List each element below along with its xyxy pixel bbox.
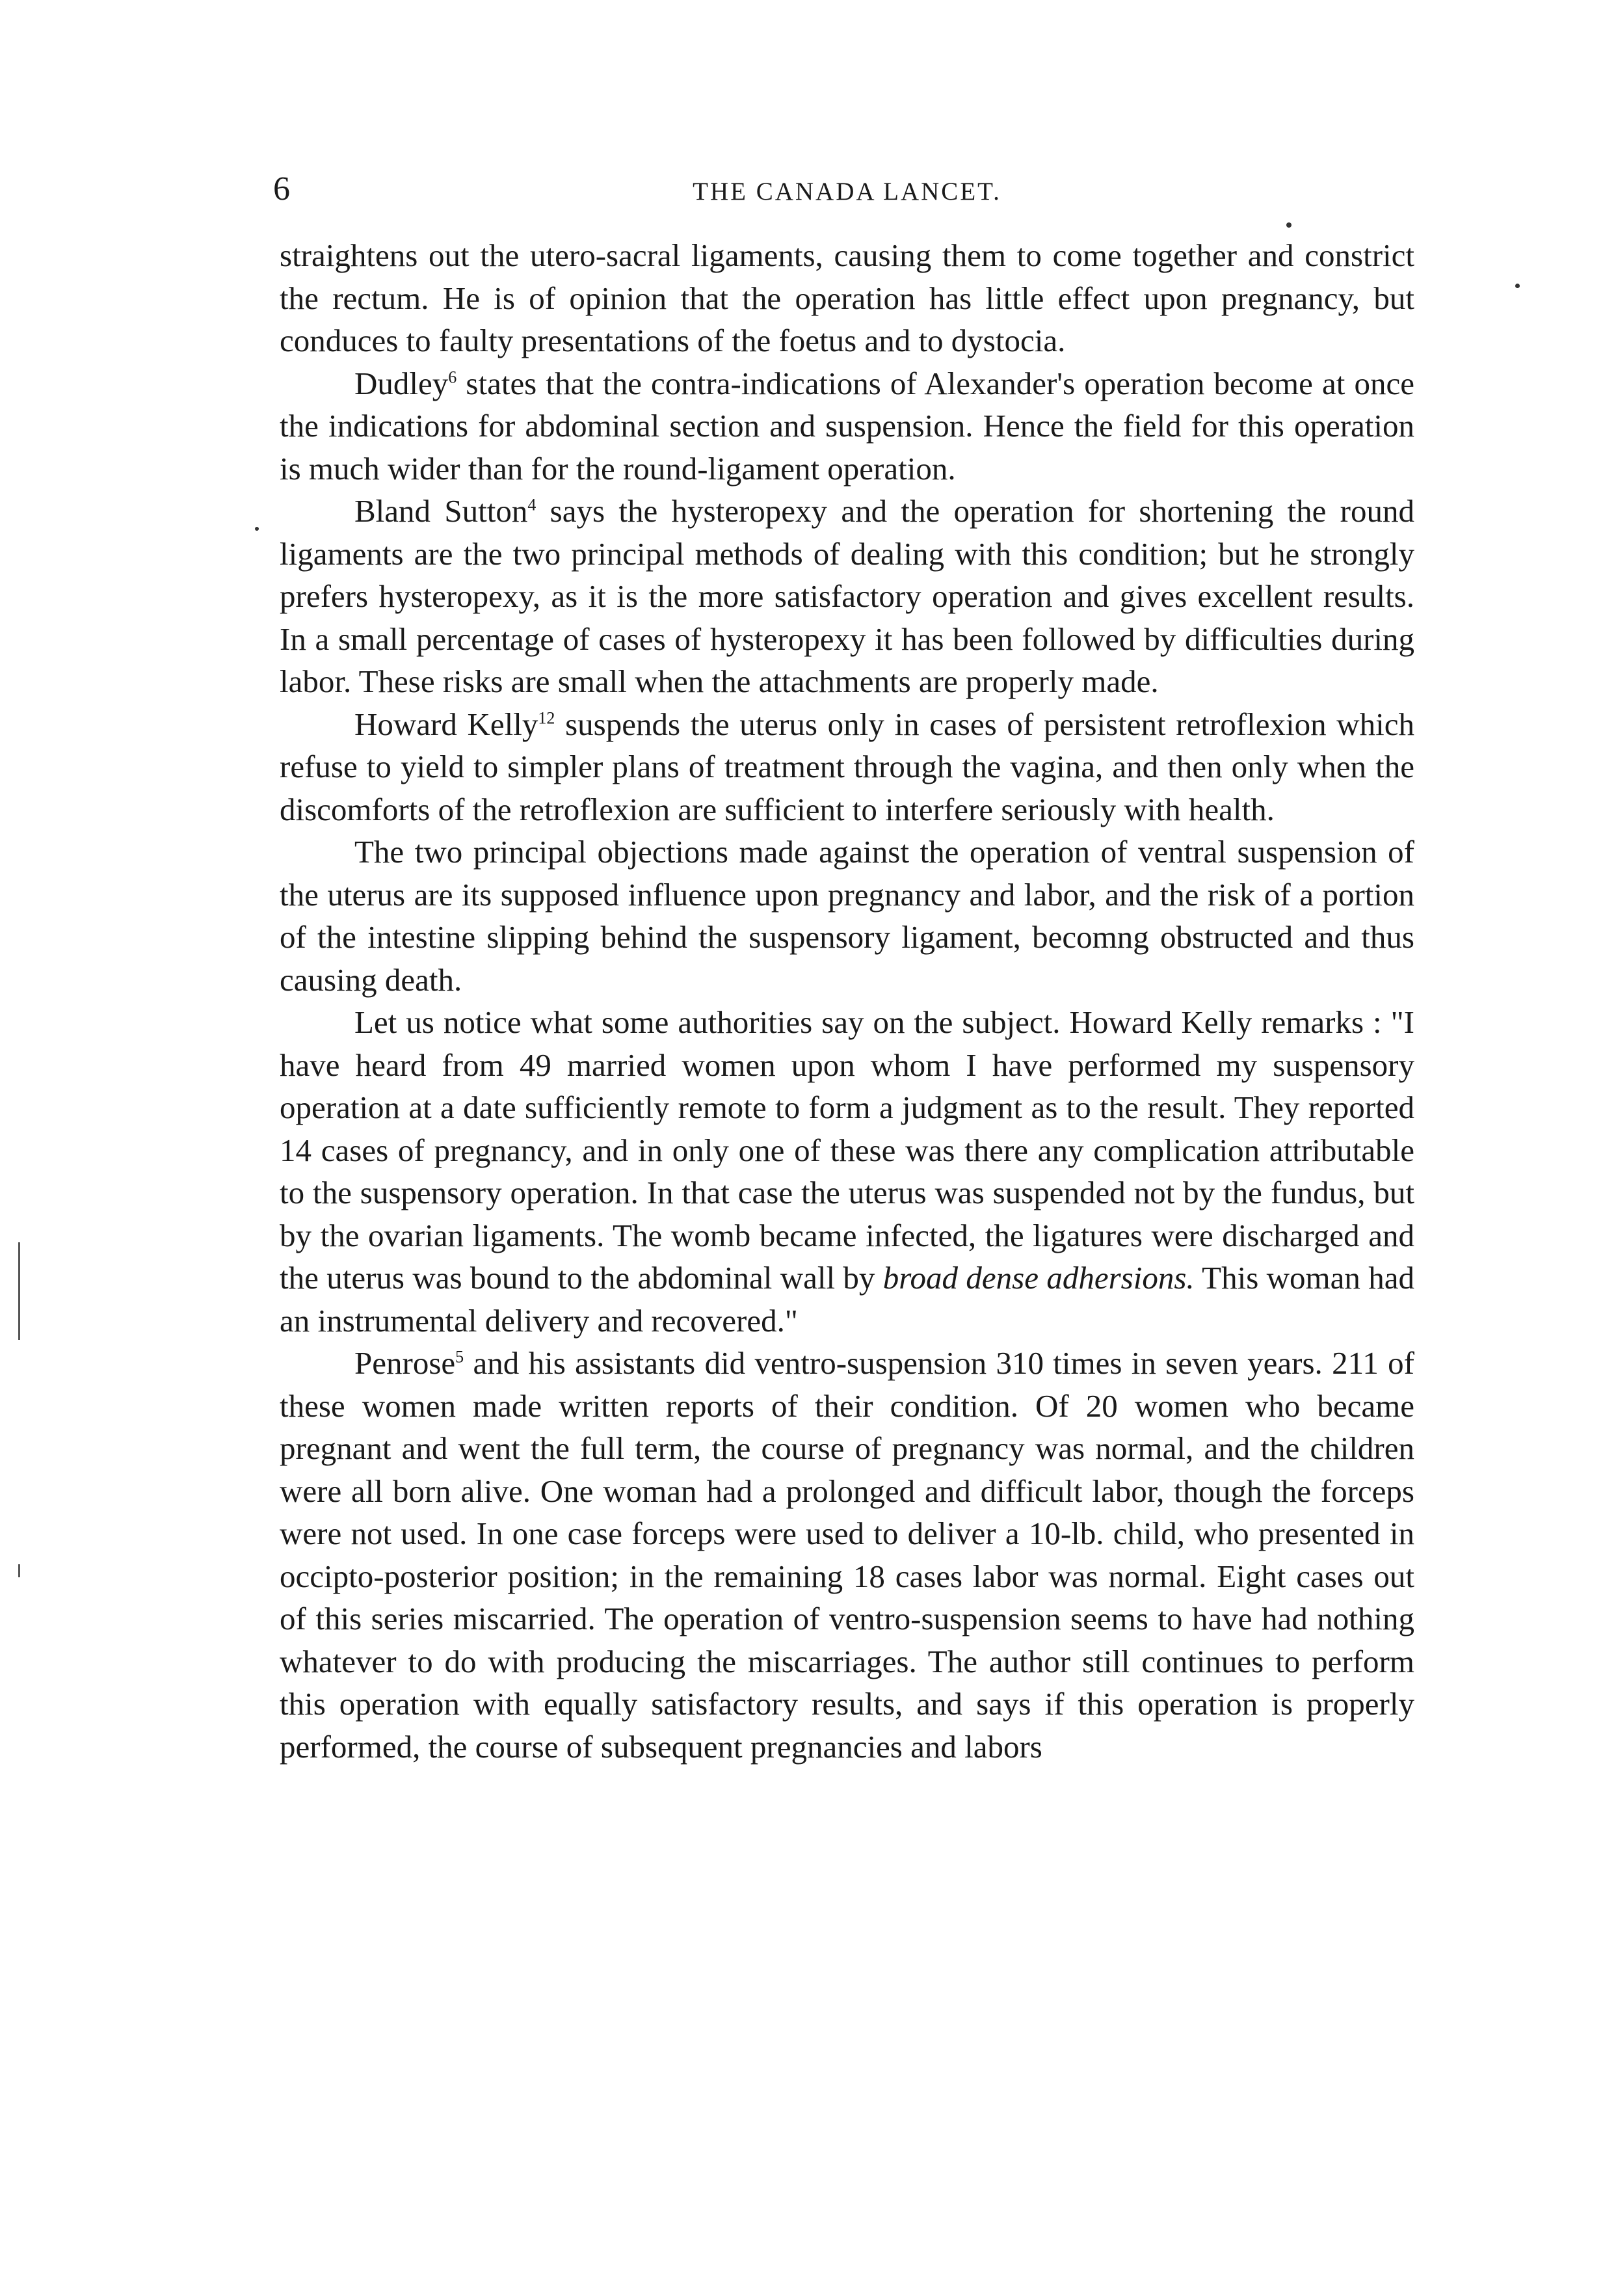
text-run: Bland Sutton (354, 493, 528, 529)
scan-speck (255, 527, 259, 531)
emphasized-text: broad dense adhersions. (882, 1260, 1195, 1296)
text-run: states that the contra-indications of Alexander's operation become at once the indications for abdominal section and suspension. Hence the field for this operation is much wider than for the round-ligament operation. (280, 365, 1414, 487)
footnote-reference: 4 (527, 495, 537, 514)
text-run: Howard Kelly (354, 706, 538, 742)
margin-mark (18, 1564, 20, 1577)
text-run: says the hysteropexy and the operation for shortening the round ligaments are the two principal methods of dealing with this condition; but he strongly prefers hysteropexy, as it is the more satisfactory operation and gives excellent results. In a small percentage of cases of hysteropexy it has been followed by difficulties during labor. These risks are small when the attachments are properly made. (280, 493, 1415, 699)
paragraph (280, 234, 1414, 362)
page-header (273, 168, 1414, 208)
body-text (280, 234, 1414, 1768)
footnote-reference: 12 (538, 708, 555, 728)
page-number: 6 (273, 170, 290, 207)
text-run: This woman had an instrumental delivery and recovered." (280, 1260, 1414, 1339)
paragraph (280, 831, 1414, 1001)
paragraph (280, 490, 1414, 703)
text-run: Let us notice what some authorities say on the subject. Howard Kelly remarks : "I have heard from 49 married women upon whom I have performed my suspensory operation at a date sufficiently remote to form a judgment as to the result. They reported 14 cases of pregnancy, and in only one of these was there any complication attributable to the suspensory operation. In that case the uterus was suspended not by the fundus, but by the ovarian ligaments. The womb became infected, the ligatures were discharged and the uterus was bound to the abdominal wall by (280, 1004, 1414, 1296)
paragraph (280, 362, 1414, 490)
text-run: The two principal objections made against the operation of ventral suspension of the uterus are its supposed influence upon pregnancy and labor, and the risk of a portion of the intestine slipping behind the suspensory ligament, becomng obstructed and thus causing death. (280, 834, 1414, 998)
running-head: THE CANADA LANCET. (693, 178, 1001, 206)
margin-mark (18, 1242, 20, 1340)
footnote-reference: 6 (448, 367, 457, 387)
text-run: suspends the uterus only in cases of persistent retroflexion which refuse to yield to simpler plans of treatment through the vagina, and then only when the discomforts of the retroflexion are sufficient to interfere seriously with health. (280, 706, 1415, 827)
text-run: and his assistants did ventro-suspension 310 times in seven years. 211 of these women made written reports of their condition. Of 20 women who became pregnant and went the full term, the course of pregnancy was normal, and the children were all born alive. One woman had a prolonged and difficult labor, though the forceps were not used. In one case forceps were used to deliver a 10-lb. child, who presented in occipto-posterior position; in the remaining 18 cases labor was normal. Eight cases out of this series miscarried. The operation of ventro-suspension seems to have had nothing whatever to do with producing the miscarriages. The author still continues to perform this operation with equally satisfactory results, and says if this operation is properly performed, the course of subsequent pregnancies and labors (280, 1345, 1414, 1765)
paragraph (280, 1342, 1414, 1768)
footnote-reference: 5 (455, 1347, 464, 1367)
document-page (273, 168, 1415, 1768)
paragraph (280, 1001, 1414, 1342)
scan-speck (1515, 284, 1520, 288)
paragraph (280, 703, 1414, 831)
text-run: Penrose (354, 1345, 456, 1381)
text-run: Dudley (354, 365, 449, 401)
text-run: straightens out the utero-sacral ligaments, causing them to come together and constrict the rectum. He is of opinion that the operation has little effect upon pregnancy, but conduces to faulty presentations of the foetus and to dystocia. (280, 237, 1414, 358)
